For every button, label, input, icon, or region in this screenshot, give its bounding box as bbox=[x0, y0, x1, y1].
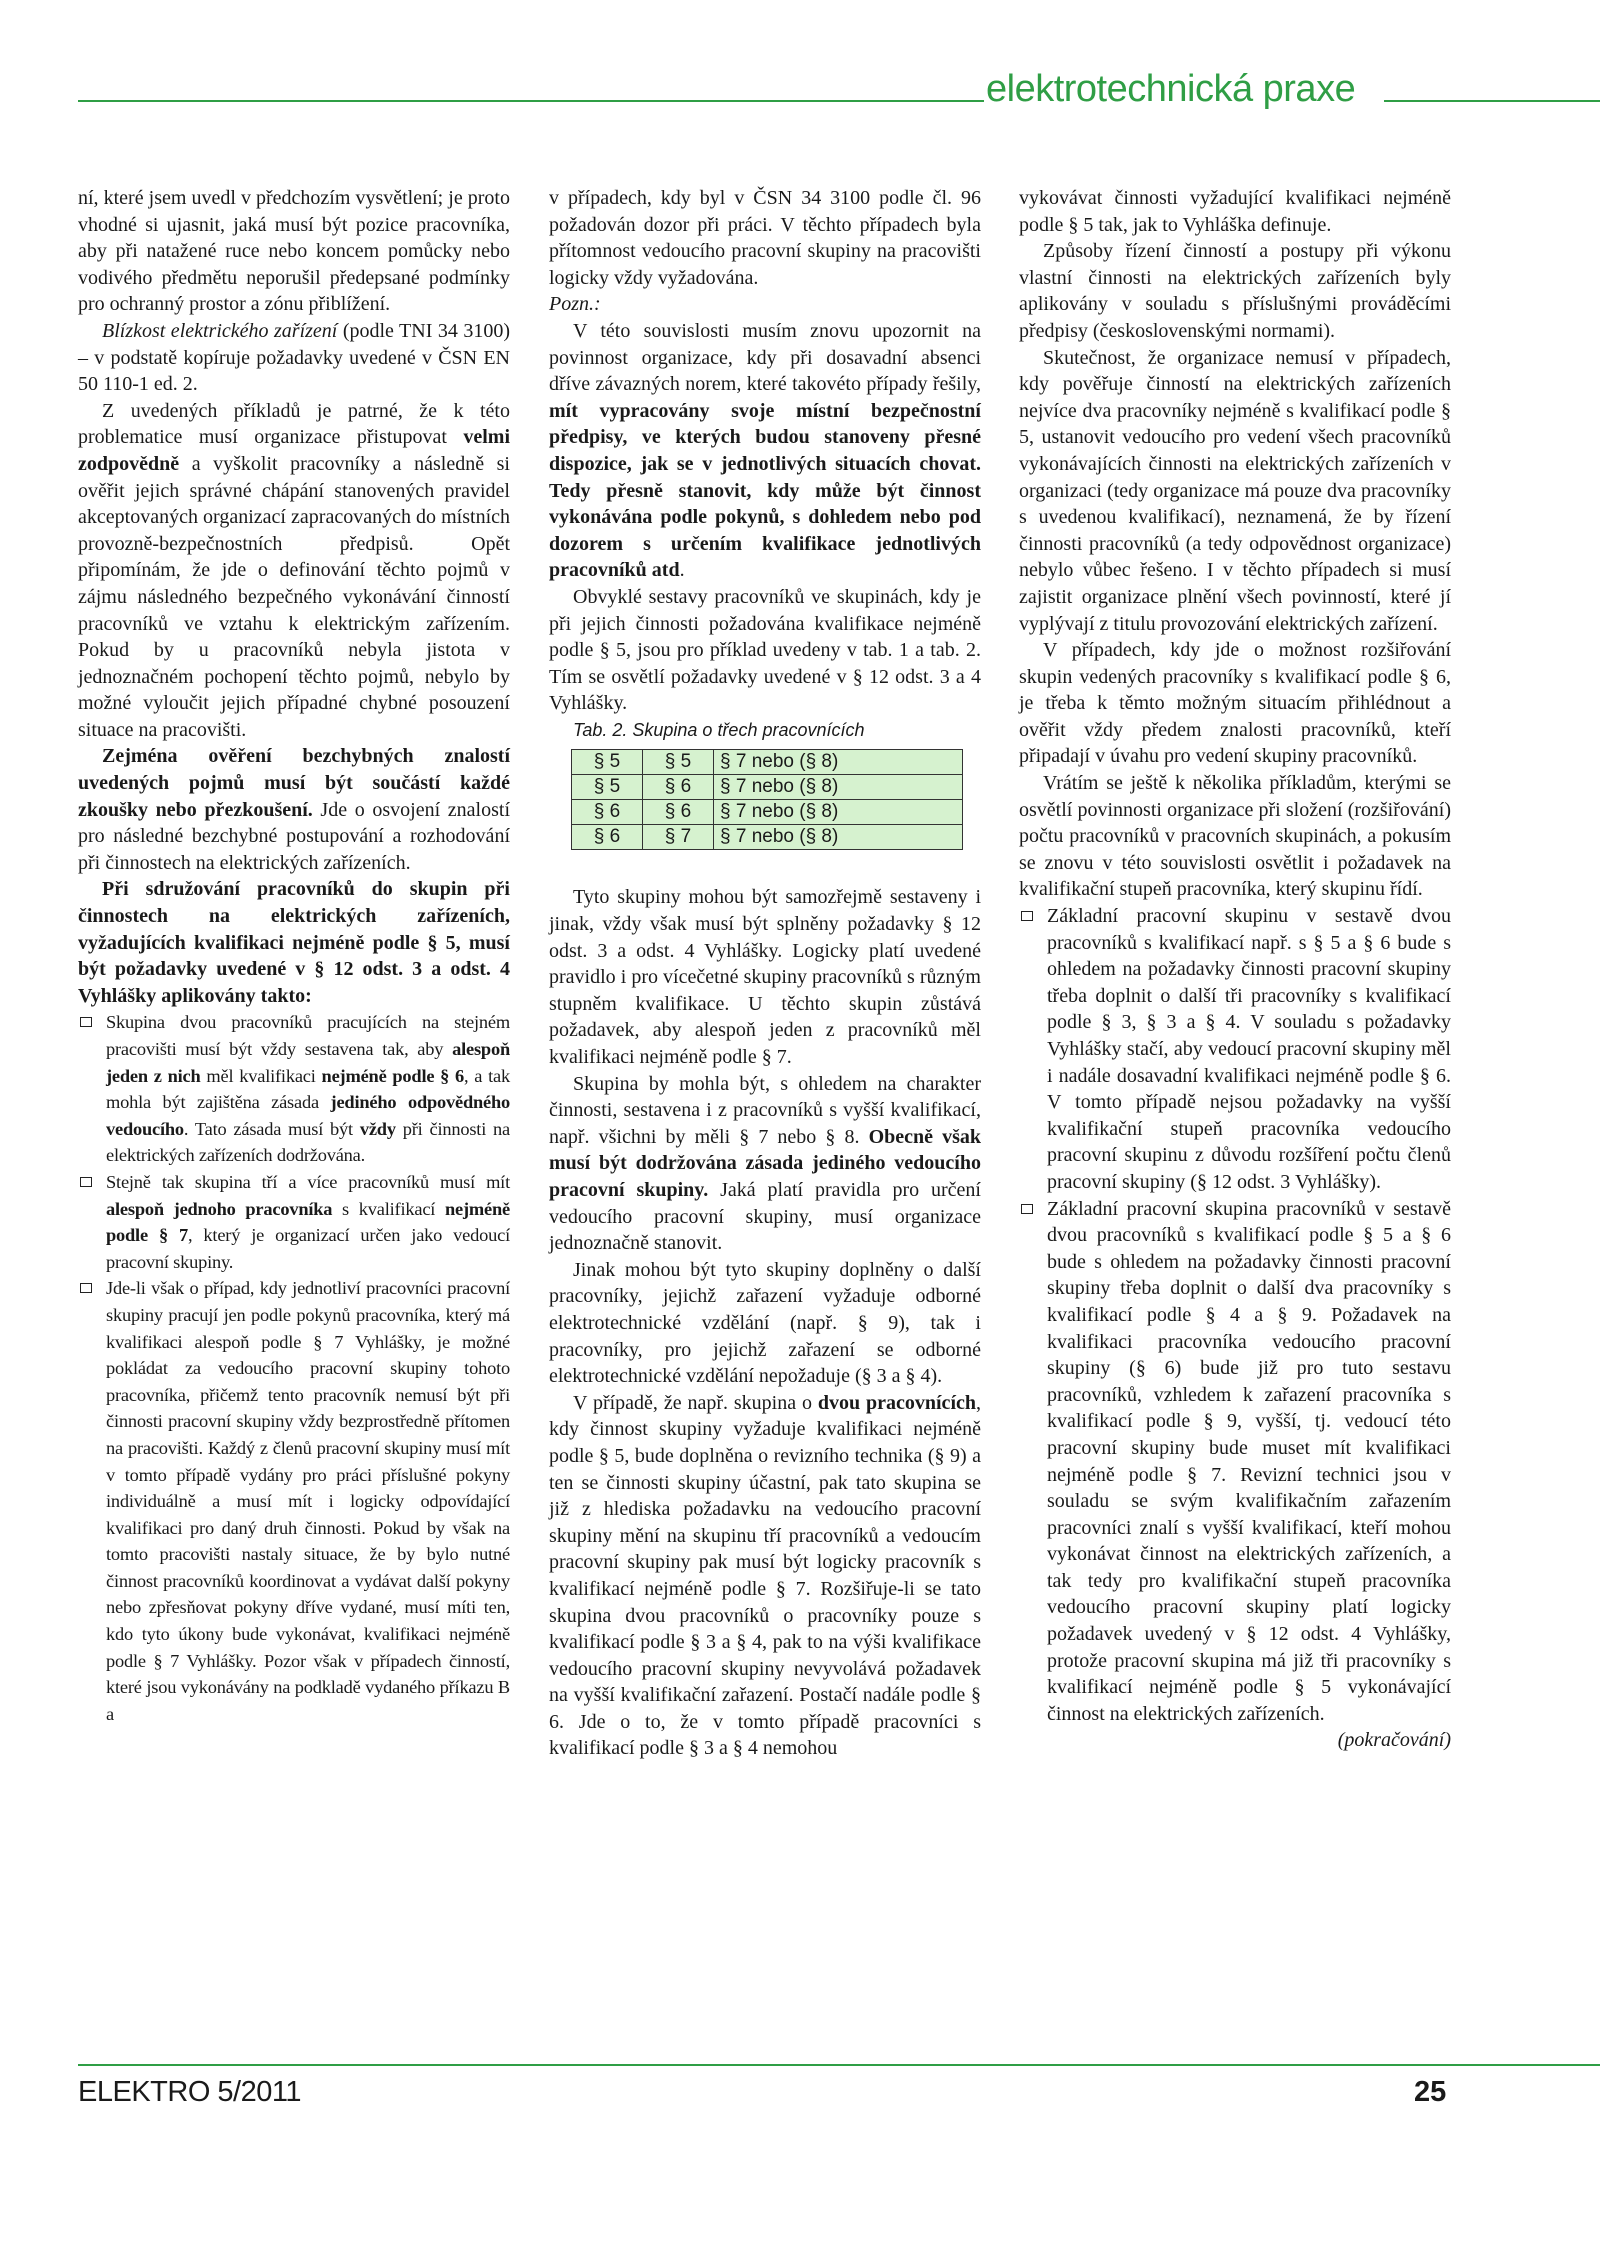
paragraph: Skutečnost, že organizace nemusí v případech, kdy pověřuje činností na elektrických zařízeních nejvíce dva pracovníky nejméně s kvalifikací podle § 5, ustanovit vedoucího pro vedení všech pracovníků vykonávajících činnosti na elektrických zařízeních v organizaci (tedy organizace má pouze dva pracovníky s uvedenou kvalifikací), neznamená, že by řízení činnosti pracovníků (a tedy odpovědnost organizace) nebylo vůbec řešeno. I v těchto případech si musí zajistit organizace plnění všech povinností, které jí vyplývají z titulu provozování elektrických zařízení. bbox=[1019, 346, 1451, 635]
paragraph: V této souvislosti musím znovu upozornit na povinnost organizace, kdy při dosavadní absenci dříve závazných norem, které takovéto případy řešily, mít vypracovány svoje místní bezpečnostní předpisy, ve kterých budou stanoveny přesné dispozice, jak se v jednotlivých situacích chovat. Tedy přesně stanovit, kdy může být činnost vykonávána podle pokynů, s dohledem nebo pod dozorem s určením kvalifikace jednotlivých pracovníků atd. bbox=[549, 319, 981, 582]
table-cell: § 6 bbox=[643, 800, 714, 825]
italic-term: Blízkost elektrického zařízení bbox=[102, 319, 338, 342]
paragraph: ní, které jsem uvedl v předchozím vysvětlení; je proto vhodné si ujasnit, jaká musí být pozice pracovníka, aby při natažené ruce nebo koncem pomůcky nebo vodivého předmětu neporušil předepsané podmínky pro ochranný prostor a zónu přiblížení. bbox=[78, 187, 510, 316]
qualification-table bbox=[571, 749, 963, 850]
table-cell: § 5 bbox=[572, 750, 643, 775]
paragraph: Blízkost elektrického zařízení (podle TNI 34 3100) – v podstatě kopíruje požadavky uvedené v ČSN EN 50 110-1 ed. 2. bbox=[78, 319, 510, 396]
paragraph: Obvyklé sestavy pracovníků ve skupinách, kdy je při jejich činnosti požadována kvalifikace nejméně podle § 5, jsou pro příklad uvedeny v tab. 1 a tab. 2. Tím se osvětlí požadavky uvedené v § 12 odst. 3 a 4 Vyhlášky. bbox=[549, 585, 981, 715]
table-cell: § 5 bbox=[572, 775, 643, 800]
page-number: 25 bbox=[1414, 2076, 1447, 2108]
header-rule-left bbox=[78, 100, 984, 102]
paragraph: Vrátím se ještě k několika příkladům, kterými se osvětlí povinnosti organizace při složení (rozšiřování) počtu pracovníků v pracovních skupinách, a pokusím se znovu v této souvislosti osvětlit i požadavek na kvalifikační stupeň pracovníka, který skupinu řídí. bbox=[1019, 772, 1451, 901]
paragraph: V případě, že např. skupina o dvou pracovnících, kdy činnost skupiny vyžaduje kvalifikaci nejméně podle § 5, bude doplněna o revizního technika (§ 9) a ten se činnosti skupiny účastní, pak tato skupina se již z hlediska požadavku na vedoucího pracovní skupiny mění na skupinu tří pracovníků a vedoucím pracovní skupiny pak musí být logicky pracovník s kvalifikací nejméně podle § 7. Rozšiřuje-li se tato skupina dvou pracovníků o pracovníky pouze s kvalifikací podle § 3 a § 4, pak to na výši kvalifikace vedoucího pracovní skupiny nevyvolává požadavek na vyšší kvalifikační zařazení. Postačí nadále podle § 6. Jde o to, že v tomto případě pracovníci s kvalifikací podle § 3 a § 4 nemohou bbox=[549, 1391, 981, 1760]
checkbox-bullet-icon bbox=[80, 1177, 92, 1187]
issue-label: ELEKTRO 5/2011 bbox=[78, 2076, 301, 2108]
checkbox-bullet-icon bbox=[1021, 1204, 1033, 1214]
list-item: Stejně tak skupina tří a více pracovníků musí mít alespoň jednoho pracovníka s kvalifikací nejméně podle § 7, který je organizací určen jako vedoucí pracovní skupiny. bbox=[78, 1169, 510, 1275]
paragraph: vykovávat činnosti vyžadující kvalifikaci nejméně podle § 5 tak, jak to Vyhláška definuje. bbox=[1019, 187, 1451, 236]
list-item: Základní pracovní skupinu v sestavě dvou pracovníků s kvalifikací např. s § 5 a § 6 bude s ohledem na požadavky činnosti pracovní skupiny třeba doplnit o další tři pracovníky s kvalifikací podle § 3, § 3 a § 4. V souladu s požadavky Vyhlášky stačí, aby vedoucí pracovní skupiny měl i nadále dosavadní kvalifikaci nejméně podle § 6. V tomto případě nejsou požadavky na vyšší kvalifikační stupeň pracovníka vedoucího pracovní skupinu z důvodu rozšíření počtu členů pracovní skupiny (§ 12 odst. 3 Vyhlášky). bbox=[1019, 903, 1451, 1196]
continued-note: (pokračování) bbox=[1337, 1729, 1451, 1752]
table-cell: § 7 bbox=[643, 825, 714, 850]
table-cell: § 5 bbox=[643, 750, 714, 775]
checkbox-bullet-icon bbox=[1021, 911, 1033, 921]
table-cell: § 6 bbox=[643, 775, 714, 800]
paragraph: V případech, kdy jde o možnost rozšiřování skupin vedených pracovníky s kvalifikací podle § 6, je třeba k těmto možným situacím přihlédnout a ověřit vždy předem znalosti pracovníků, kteří připadají v úvahu pro vedení skupiny pracovníků. bbox=[1019, 639, 1451, 768]
table-cell: § 7 nebo (§ 8) bbox=[714, 750, 963, 775]
list-item: Jde-li však o případ, kdy jednotliví pracovníci pracovní skupiny pracují jen podle pokynů pracovníka, který má kvalifikaci alespoň podle § 7 Vyhlášky, je možné pokládat za vedoucího pracovní skupiny tohoto pracovníka, přičemž tento pracovník nemusí být při činnosti pracovní skupiny vždy bezprostředně přítomen na pracovišti. Každý z členů pracovní skupiny musí mít v tomto případě vydány pro práci příslušné pokyny individuálně a musí mít i logicky odpovídající kvalifikaci pro daný druh činnosti. Pokud by však na tomto pracovišti nastaly situace, že by bylo nutné činnost pracovníků koordinovat a vydávat další pokyny nebo zpřesňovat pokyny dříve vydané, musí míti ten, kdo tyto úkony bude vykonávat, kvalifikaci nejméně podle § 7 Vyhlášky. Pozor však v případech činností, které jsou vykonávány na podkladě vydaného příkazu B a bbox=[78, 1275, 510, 1727]
header-rule-right bbox=[1384, 100, 1600, 102]
paragraph: Skupina by mohla být, s ohledem na charakter činnosti, sestavena i z pracovníků s vyšší kvalifikací, např. všichni by měli § 7 nebo § 8. Obecně však musí být dodržována zásada jediného vedoucího pracovní skupiny. Jaká platí pravidla pro určení vedoucího pracovní skupiny, musí organizace jednoznačně stanovit. bbox=[549, 1072, 982, 1255]
table-row bbox=[572, 800, 963, 825]
list-item: Skupina dvou pracovníků pracujících na stejném pracovišti musí být vždy sestavena tak, aby alespoň jeden z nich měl kvalifikaci nejméně podle § 6, a tak mohla být zajištěna zásada jediného odpovědného vedoucího. Tato zásada musí být vždy při činnosti na elektrických zařízeních dodržována. bbox=[78, 1009, 510, 1169]
table-cell: § 7 nebo (§ 8) bbox=[714, 800, 963, 825]
checkbox-bullet-icon bbox=[80, 1017, 92, 1027]
table-row bbox=[572, 825, 963, 850]
table-row bbox=[572, 750, 963, 775]
column-3 bbox=[1019, 185, 1451, 1754]
paragraph: Tyto skupiny mohou být samozřejmě sestaveny i jinak, vždy však musí být splněny požadavky § 12 odst. 3 a odst. 4 Vyhlášky. Logicky platí uvedené pravidlo i pro vícečetné skupiny pracovníků s různým stupněm kvalifikace. U těchto skupin zůstává požadavek, aby alespoň jeden z pracovníků měl kvalifikaci nejméně podle § 7. bbox=[549, 886, 981, 1069]
paragraph: Při sdružování pracovníků do skupin při činnostech na elektrických zařízeních, vyžadujících kvalifikaci nejméně podle § 5, musí být požadavky uvedené v § 12 odst. 3 a odst. 4 Vyhlášky aplikovány takto: bbox=[78, 878, 510, 1007]
paragraph: Způsoby řízení činností a postupy při výkonu vlastní činnosti na elektrických zařízeních byly aplikovány v souladu s příslušnými prováděcími předpisy (československými normami). bbox=[1019, 240, 1451, 342]
paragraph: Jinak mohou být tyto skupiny doplněny o další pracovníky, jejichž zařazení vyžaduje odborné elektrotechnické vzdělání (např. § 9), tak i pracovníky, pro jejichž zařazení se odborné elektrotechnické vzdělání nepožaduje (§ 3 a § 4). bbox=[549, 1258, 981, 1388]
table-row bbox=[572, 775, 963, 800]
section-title: elektrotechnická praxe bbox=[986, 68, 1356, 110]
list-item: Základní pracovní skupina pracovníků v sestavě dvou pracovníků s kvalifikací podle § 5 a § 6 bude s ohledem na požadavky činnosti pracovní skupiny třeba doplnit o další dva pracovníky s kvalifikací podle § 4 a § 9. Požadavek na kvalifikaci pracovníka vedoucího pracovní skupiny (§ 6) bude již pro tuto sestavu pracovníků, vzhledem k zařazení pracovníka s kvalifikací podle § 9, vyšší, tj. vedoucí této pracovní skupiny bude muset mít kvalifikaci nejméně podle § 7. Revizní technici jsou v souladu se svým kvalifikačním zařazením pracovníci znalí s vyšší kvalifikací, kteří mohou vykonávat činnost na elektrických zařízeních, a tak tedy pro kvalifikační stupeň pracovníka vedoucího pracovní skupiny platí logicky požadavek uvedený v § 12 odst. 4 Vyhlášky, protože pracovní skupina má již tři pracovníky s kvalifikací nejméně podle § 5 vykonávající činnost na elektrických zařízeních. bbox=[1019, 1196, 1451, 1728]
paragraph: Zejména ověření bezchybných znalostí uvedených pojmů musí být součástí každé zkoušky nebo přezkoušení. Jde o osvojení znalostí pro následné bezchybné postupování a rozhodování při činnostech na elektrických zařízeních. bbox=[78, 745, 510, 874]
column-2 bbox=[549, 185, 981, 1762]
column-1 bbox=[78, 185, 510, 1727]
table-cell: § 7 nebo (§ 8) bbox=[714, 825, 963, 850]
note-label: Pozn.: bbox=[549, 293, 601, 316]
table-caption: Tab. 2. Skupina o třech pracovnících bbox=[573, 719, 865, 740]
table-cell: § 6 bbox=[572, 800, 643, 825]
footer-rule bbox=[78, 2064, 1600, 2066]
paragraph: v případech, kdy byl v ČSN 34 3100 podle čl. 96 požadován dozor při práci. V těchto případech byla přítomnost vedoucího pracovní skupiny na pracovišti logicky vždy vyžadována. bbox=[549, 187, 981, 289]
table-cell: § 7 nebo (§ 8) bbox=[714, 775, 963, 800]
checkbox-bullet-icon bbox=[80, 1283, 92, 1293]
table-cell: § 6 bbox=[572, 825, 643, 850]
paragraph: Z uvedených příkladů je patrné, že k této problematice musí organizace přistupovat velmi zodpovědně a vyškolit pracovníky a následně si ověřit jejich správné chápání stanovených pravidel akceptovaných organizací zapracovaných do místních provozně-bezpečnostních předpisů. Opět připomínám, že jde o definování těchto pojmů v zájmu následného bezpečného vykonávání činností pracovníků ve vztahu k elektrickým zařízením. Pokud by u pracovníků nebyla jistota v jednoznačném pochopení těchto pojmů, nebylo by možné vyloučit jejich případné chybné posouzení situace na pracovišti. bbox=[78, 399, 510, 741]
